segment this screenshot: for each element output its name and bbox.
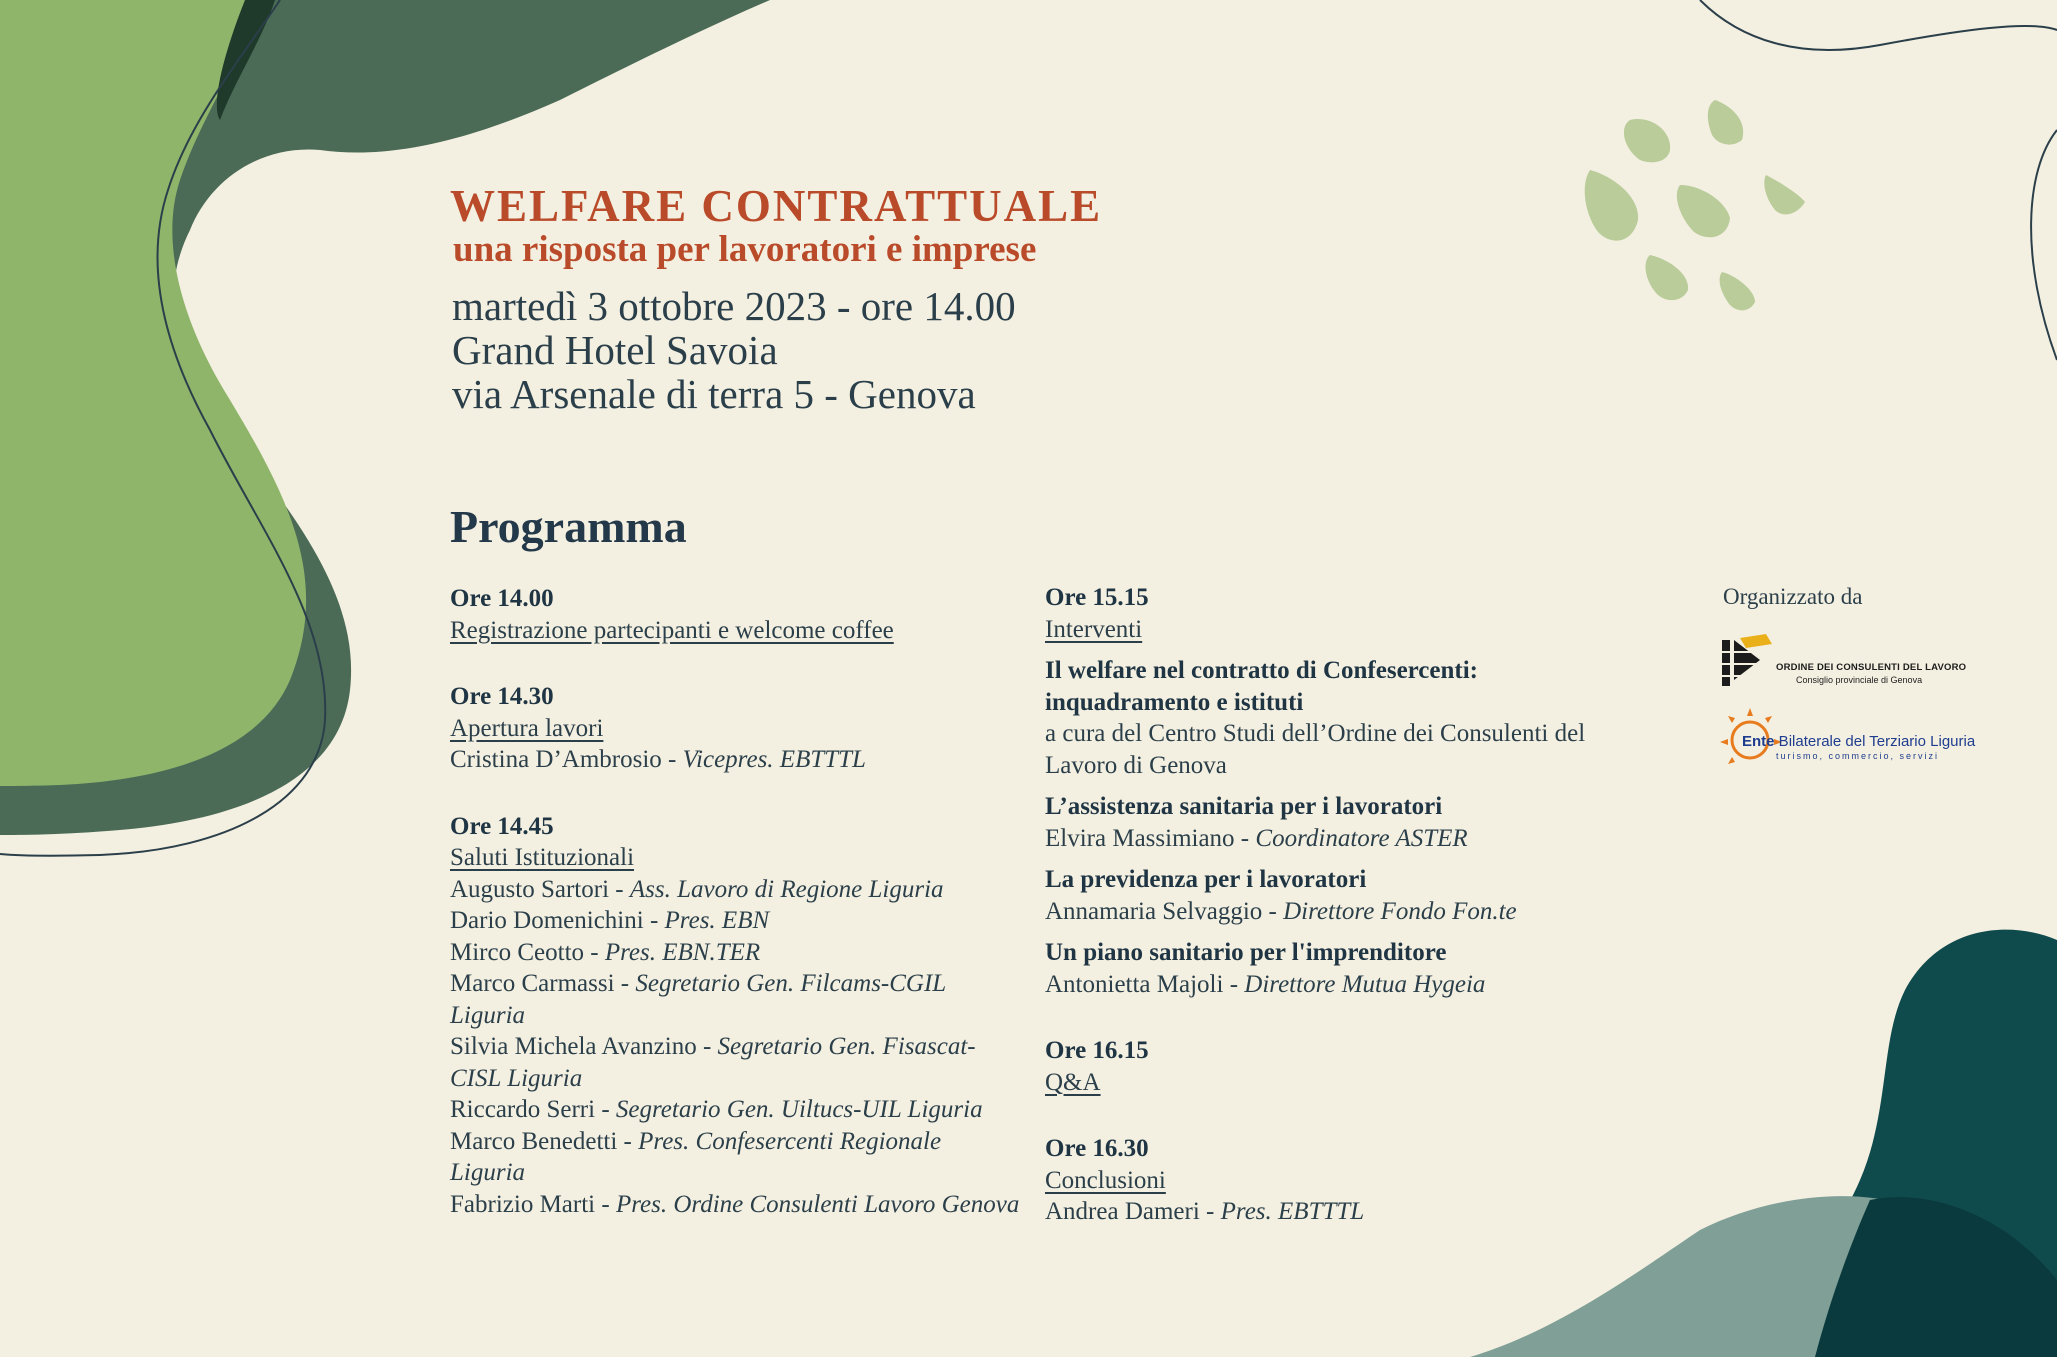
session-time: Ore 14.45 — [450, 812, 554, 840]
talk-item — [1045, 791, 1605, 854]
session-1445 — [450, 811, 1020, 1221]
session-topic: Registrazione partecipanti e welcome coffee — [450, 616, 894, 644]
outline-curve-right — [1700, 0, 2057, 360]
speaker-name: Cristina D’Ambrosio - — [450, 746, 683, 773]
session-1400 — [450, 583, 1020, 646]
session-time: Ore 14.00 — [450, 585, 554, 612]
talk-role: Direttore Mutua Hygeia — [1244, 970, 1486, 998]
talk-item — [1045, 864, 1605, 927]
leaf-cluster — [1585, 100, 1805, 310]
speaker-role: Pres. EBN — [664, 907, 770, 934]
session-1630 — [1045, 1133, 1605, 1228]
speaker-line — [450, 1031, 1020, 1094]
event-venue: Grand Hotel Savoia — [452, 327, 778, 373]
logo-2-line1 — [1742, 733, 1975, 750]
speaker-line — [450, 874, 1020, 906]
speaker-name: Riccardo Serri - — [450, 1096, 616, 1123]
talk-role: Direttore Fondo Fon.te — [1283, 897, 1517, 925]
session-1430 — [450, 681, 1020, 776]
talk-title: L’assistenza sanitaria per i lavoratori — [1045, 793, 1443, 820]
organizers-label: Organizzato da — [1723, 584, 1863, 609]
speaker-role: Pres. EBTTTL — [1220, 1198, 1365, 1225]
session-time: Ore 15.15 — [1045, 584, 1149, 611]
speaker-name: Marco Carmassi - — [450, 970, 636, 997]
session-topic: Interventi — [1045, 615, 1143, 643]
session-1615 — [1045, 1035, 1605, 1098]
logo-2-ente: Ente — [1742, 733, 1775, 750]
event-address: via Arsenale di terra 5 - Genova — [452, 371, 976, 417]
program-left-column — [450, 583, 1020, 1220]
talk-title: Un piano sanitario per l'imprenditore — [1045, 939, 1447, 966]
speaker-name: Fabrizio Marti - — [450, 1190, 616, 1218]
talk-role: Coordinatore ASTER — [1255, 824, 1468, 852]
speaker-line — [450, 905, 1020, 937]
speaker-line — [450, 968, 1020, 1031]
talk-title: La previdenza per i lavoratori — [1045, 866, 1367, 893]
session-topic: Q&A — [1045, 1068, 1101, 1096]
event-date: martedì 3 ottobre 2023 - ore 14.00 — [452, 283, 1016, 329]
event-title: WELFARE CONTRATTUALE — [450, 181, 1103, 231]
speaker-role: Pres. Ordine Consulenti Lavoro Genova — [615, 1190, 1020, 1218]
speaker-line — [450, 1189, 1020, 1221]
session-1515 — [1045, 582, 1605, 1000]
speaker-name: Andrea Dameri - — [1045, 1198, 1221, 1225]
logo-1-line1: ORDINE DEI CONSULENTI DEL LAVORO — [1776, 662, 1967, 673]
speaker-name: Mirco Ceotto - — [450, 938, 605, 966]
speaker-line — [450, 1126, 1020, 1189]
talk-speaker: Antonietta Majoli - — [1045, 970, 1245, 998]
speaker-role: Vicepres. EBTTTL — [682, 746, 866, 773]
talk-speaker: a cura del Centro Studi dell’Ordine dei Consulenti del Lavoro di Genova — [1045, 720, 1586, 779]
speaker-role: Segretario Gen. Uiltucs-UIL Liguria — [615, 1096, 983, 1123]
session-time: Ore 14.30 — [450, 683, 554, 710]
session-time: Ore 16.30 — [1045, 1135, 1149, 1162]
session-time: Ore 16.15 — [1045, 1037, 1149, 1064]
talk-speaker: Elvira Massimiano - — [1045, 824, 1256, 852]
speaker-line — [450, 744, 1020, 776]
logo-2-rest: Bilaterale del Terziario Liguria — [1774, 733, 1976, 750]
logo-2-line2: turismo, commercio, servizi — [1776, 751, 1940, 761]
speaker-role: Ass. Lavoro di Regione Liguria — [629, 875, 944, 903]
session-topic: Apertura lavori — [450, 714, 604, 742]
ordine-consulenti-mark-icon — [1720, 632, 1780, 694]
ente-bilaterale-logo — [1720, 706, 1980, 766]
speaker-name: Silvia Michela Avanzino - — [450, 1033, 718, 1060]
speaker-role: Pres. Confesercenti Regionale Liguria — [450, 1127, 942, 1186]
speaker-role: Pres. EBN.TER — [604, 938, 761, 966]
speaker-line — [450, 937, 1020, 969]
talk-title: Il welfare nel contratto di Confesercenti: inquadramento e istituti — [1045, 657, 1478, 716]
ordine-consulenti-logo — [1720, 632, 1980, 694]
speaker-line — [450, 1094, 1020, 1126]
talk-speaker: Annamaria Selvaggio - — [1045, 897, 1284, 925]
speaker-name: Augusto Sartori - — [450, 875, 630, 903]
talk-item — [1045, 937, 1605, 1000]
speaker-line — [1045, 1196, 1605, 1228]
speaker-name: Dario Domenichini - — [450, 907, 665, 934]
speaker-name: Marco Benedetti - — [450, 1127, 639, 1155]
session-topic: Conclusioni — [1045, 1166, 1166, 1194]
talk-item — [1045, 655, 1605, 781]
program-heading: Programma — [450, 501, 687, 552]
event-subtitle: una risposta per lavoratori e imprese — [453, 229, 1037, 270]
speaker-role: Segretario Gen. Filcams-CGIL Liguria — [450, 970, 946, 1029]
session-topic: Saluti Istituzionali — [450, 844, 635, 871]
speaker-role: Segretario Gen. Fisascat-CISL Liguria — [450, 1033, 976, 1092]
logo-1-line2: Consiglio provinciale di Genova — [1796, 675, 1923, 685]
program-right-column — [1045, 582, 1605, 1228]
